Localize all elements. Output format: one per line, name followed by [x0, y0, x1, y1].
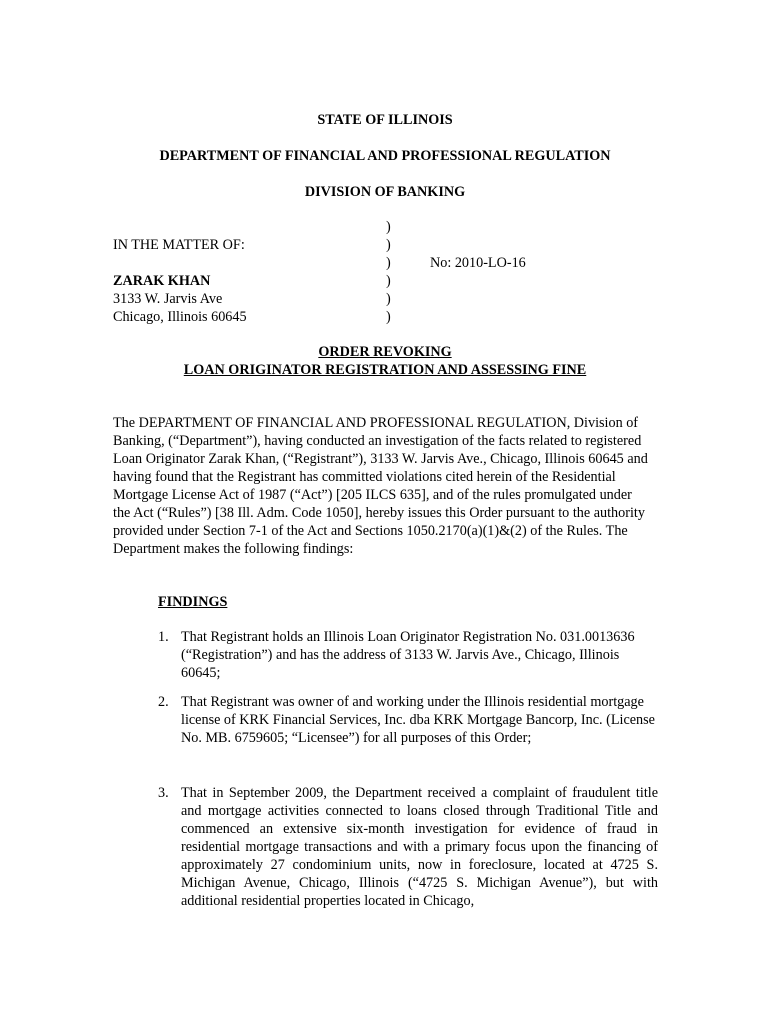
findings-heading: FINDINGS [158, 594, 228, 610]
state-heading: STATE OF ILLINOIS [317, 112, 453, 128]
division-heading: DIVISION OF BANKING [304, 184, 466, 200]
caption-paren: ) [386, 309, 391, 325]
intro-paragraph: The DEPARTMENT OF FINANCIAL AND PROFESSIONAL REGULATION, Division of Banking, (“Department”), having conducted an investigation of the facts related to registered Loan Originator Zarak Khan, (“Registrant”), 3133 W. Jarvis Ave., Chicago, Illinois 60645 and having found that the Registrant has committed violations cited herein of the Residential Mortgage License Act of 1987 (“Act”) [205 ILCS 635], and of the rules promulgated under the Act (“Rules”) [38 Ill. Adm. Code 1050], hereby issues this Order pursuant to the authority provided under Section 7-1 of the Act and Sections 1050.2170(a)(1)&(2) of the Rules. The Department makes the following findings: [113, 415, 648, 557]
caption-paren: ) [386, 273, 391, 289]
order-title-line2: LOAN ORIGINATOR REGISTRATION AND ASSESSING FINE [183, 362, 587, 378]
case-number: No: 2010-LO-16 [430, 255, 526, 271]
caption-paren: ) [386, 255, 391, 271]
caption-paren: ) [386, 291, 391, 307]
matter-label: IN THE MATTER OF: [113, 237, 245, 253]
order-title-line1: ORDER REVOKING [318, 344, 452, 360]
finding-number: 3. [158, 785, 169, 801]
caption-paren: ) [386, 219, 391, 235]
finding-item [158, 693, 658, 747]
respondent-name: ZARAK KHAN [113, 273, 211, 289]
finding-item [158, 628, 638, 682]
finding-item [158, 784, 658, 910]
finding-number: 1. [158, 629, 169, 645]
finding-text: That Registrant holds an Illinois Loan Originator Registration No. 031.0013636 (“Registration”) and has the address of 3133 W. Jarvis Ave., Chicago, Illinois 60645; [181, 629, 635, 681]
caption-paren: ) [386, 237, 391, 253]
finding-text: That in September 2009, the Department received a complaint of fraudulent title and mortgage activities connected to loans closed through Traditional Title and commenced an extensive six-month investigation for evidence of fraud in residential mortgage transactions and with a primary focus upon the financing of approximately 27 condominium units, now in foreclosure, located at 4725 S. Michigan Avenue, Chicago, Illinois (“4725 S. Michigan Avenue”), but with additional residential properties located in Chicago, [181, 785, 658, 909]
finding-number: 2. [158, 694, 169, 710]
finding-text: That Registrant was owner of and working under the Illinois residential mortgage license of KRK Financial Services, Inc. dba KRK Mortgage Bancorp, Inc. (License No. MB. 6759605; “Licensee”) for all purposes of this Order; [181, 694, 655, 746]
respondent-address-line1: 3133 W. Jarvis Ave [113, 291, 223, 307]
respondent-address-line2: Chicago, Illinois 60645 [113, 309, 247, 325]
department-heading: DEPARTMENT OF FINANCIAL AND PROFESSIONAL REGULATION [159, 148, 611, 164]
